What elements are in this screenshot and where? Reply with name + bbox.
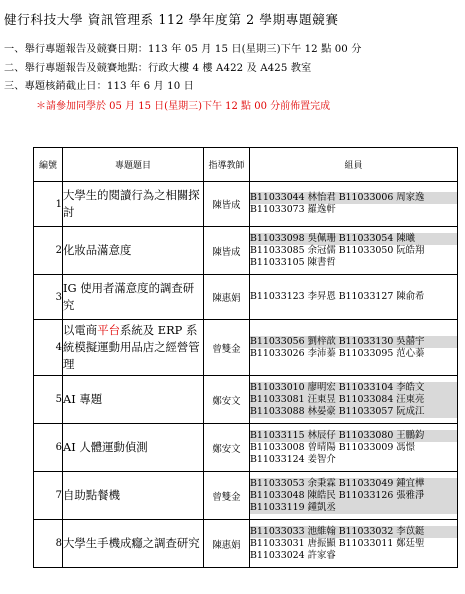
row-number: 4	[34, 320, 63, 376]
setup-note: ＊請參加同學於 05 月 15 日(星期三)下午 12 點 00 分前佈置完成	[36, 101, 331, 112]
member-line: B11033119 鍾凱丞	[250, 502, 457, 514]
table-row	[34, 275, 458, 320]
member-line: B11033124 姜智介	[250, 453, 336, 465]
row-topic	[63, 320, 204, 376]
table-row	[34, 520, 458, 568]
project-table	[33, 147, 458, 568]
row-members	[250, 320, 458, 376]
member-line: B11033048 陳皓民 B11033126 張雅淨	[250, 490, 457, 502]
row-topic: 大學生的閱讀行為之相關探討	[63, 182, 204, 227]
row-topic: 大學生手機成癮之調查研究	[63, 520, 204, 568]
row-number: 7	[34, 472, 63, 520]
table-row	[34, 182, 458, 227]
row-members	[250, 376, 458, 424]
member-line: B11033073 羅逸軒	[250, 204, 336, 215]
info-line-location: 二、舉行專題報告及競賽地點：行政大樓 4 樓 A422 及 A425 教室	[4, 63, 312, 74]
row-number: 8	[34, 520, 63, 568]
row-advisor: 鄭安文	[204, 376, 250, 424]
table-row	[34, 424, 458, 472]
member-line: B11033024 許家睿	[250, 549, 336, 561]
member-line: B11033033 池維翰 B11033032 李苡鋌	[250, 526, 457, 538]
member-line: B11033026 李沛蓁 B11033095 范心蓁	[250, 347, 425, 359]
col-header-advisor: 指導教師	[204, 148, 250, 182]
member-line: B11033031 唐振顯 B11033011 鄭廷聖	[250, 537, 425, 549]
member-line: B11033098 吳佩珊 B11033054 陳曦	[250, 233, 457, 245]
member-line: B11033010 廖明宏 B11033104 李皓文	[250, 382, 457, 394]
topic-text-part: 系統及 ERP 系統模擬運動用品店之經營管理	[63, 323, 200, 371]
member-line: B11033056 劉梓歆 B11033130 吳囍宇	[250, 336, 457, 348]
topic-text-part: 以電商	[63, 323, 98, 337]
row-topic: IG 使用者滿意度的調查研究	[63, 275, 204, 320]
row-number: 5	[34, 376, 63, 424]
row-advisor: 陳皆成	[204, 227, 250, 275]
member-line: B11033044 林怡君 B11033006 周家逸	[250, 192, 457, 204]
row-members	[250, 520, 458, 568]
row-number: 1	[34, 182, 63, 227]
document-title: 健行科技大學 資訊管理系 112 學年度第 2 學期專題競賽	[4, 12, 339, 27]
member-line: B11033123 李昇恩 B11033127 陳俞希	[250, 291, 425, 302]
member-line: B11033081 汪東昱 B11033084 汪東亮	[250, 394, 457, 406]
member-line: B11033115 林辰仔 B11033080 王鵬鈞	[250, 430, 457, 442]
col-header-topic: 專題題目	[63, 148, 204, 182]
table-row	[34, 320, 458, 376]
row-number: 2	[34, 227, 63, 275]
table-row	[34, 376, 458, 424]
row-members	[250, 275, 458, 320]
member-line: B11033053 余秉霖 B11033049 鍾宜樺	[250, 478, 457, 490]
row-advisor: 陳惠娟	[204, 275, 250, 320]
row-number: 3	[34, 275, 63, 320]
row-topic: 化妝品滿意度	[63, 227, 204, 275]
table-row	[34, 227, 458, 275]
row-members	[250, 472, 458, 520]
row-advisor: 陳惠娟	[204, 520, 250, 568]
row-advisor: 曾雙金	[204, 320, 250, 376]
row-number: 6	[34, 424, 63, 472]
row-advisor: 鄭安文	[204, 424, 250, 472]
row-members	[250, 227, 458, 275]
row-topic: 自助點餐機	[63, 472, 204, 520]
row-members	[250, 182, 458, 227]
row-topic: AI 人體運動偵測	[63, 424, 204, 472]
table-row	[34, 472, 458, 520]
table-header-row	[34, 148, 458, 182]
member-line: B11033105 陳書哲	[250, 256, 336, 268]
member-line: B11033085 余冠儒 B11033050 阮皓翔	[250, 244, 425, 256]
topic-text-highlight: 平台	[97, 323, 120, 337]
row-advisor: 陳皆成	[204, 182, 250, 227]
row-advisor: 曾雙金	[204, 472, 250, 520]
info-line-deadline: 三、專題核銷截止日：113 年 6 月 10 日	[4, 81, 194, 92]
row-topic: AI 專題	[63, 376, 204, 424]
col-header-number: 編號	[34, 148, 63, 182]
member-line: B11033008 曾晴陽 B11033009 馮憬	[250, 441, 416, 453]
member-line: B11033088 林晏豪 B11033057 阮成江	[250, 406, 457, 418]
col-header-members: 組員	[250, 148, 458, 182]
row-members	[250, 424, 458, 472]
info-line-date: 一、舉行專題報告及競賽日期：113 年 05 月 15 日(星期三)下午 12 點 00 分	[4, 44, 362, 55]
